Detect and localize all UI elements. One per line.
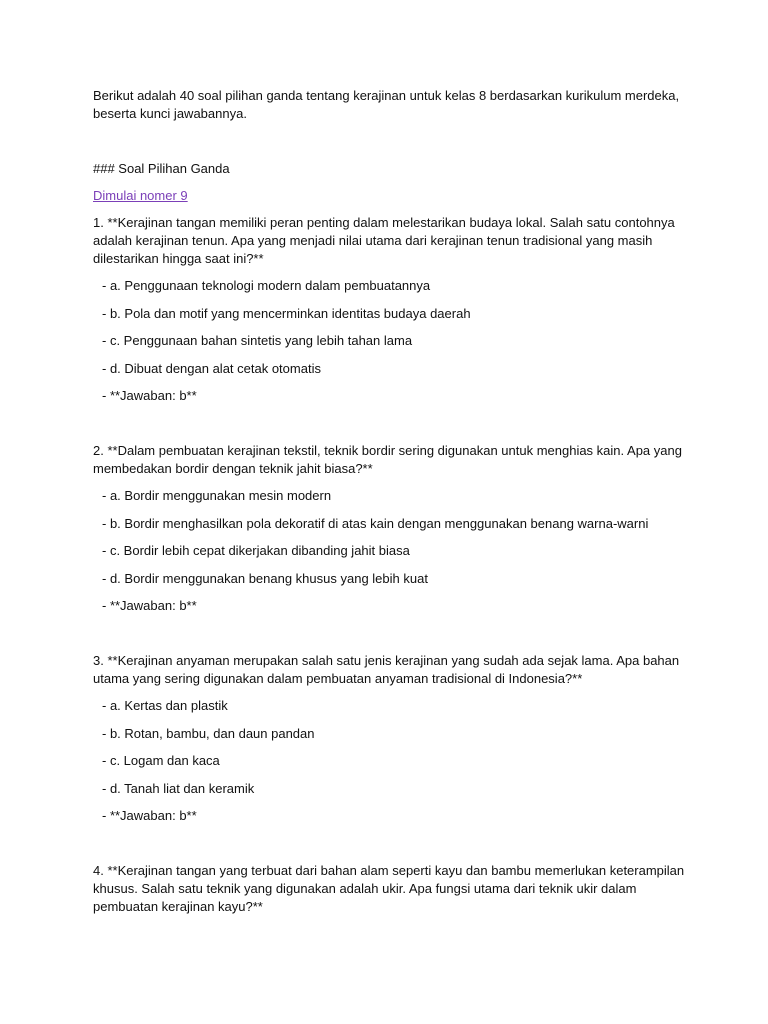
option-d: - d. Dibuat dengan alat cetak otomatis	[102, 360, 321, 376]
question-block	[93, 652, 693, 825]
section-heading: ### Soal Pilihan Ganda	[93, 161, 230, 176]
option-b: - b. Pola dan motif yang mencerminkan identitas budaya daerah	[102, 305, 471, 321]
question-text: 2. **Dalam pembuatan kerajinan tekstil, teknik bordir sering digunakan untuk menghias kain. Apa yang membedakan bordir dengan teknik jahit biasa?**	[93, 443, 682, 476]
question-block	[93, 214, 693, 405]
question-text: 3. **Kerajinan anyaman merupakan salah satu jenis kerajinan yang sudah ada sejak lama. Apa bahan utama yang sering digunakan dalam pembuatan anyaman tradisional di Indonesia?**	[93, 653, 680, 686]
answer-key: - **Jawaban: b**	[102, 808, 197, 823]
option-a: - a. Kertas dan plastik	[102, 698, 228, 713]
option-c: - c. Bordir lebih cepat dikerjakan dibanding jahit biasa	[102, 543, 410, 558]
option-d: - d. Tanah liat dan keramik	[102, 780, 255, 796]
option-b: - b. Rotan, bambu, dan daun pandan	[102, 725, 315, 741]
document-page	[93, 87, 693, 916]
question-block	[93, 442, 693, 615]
answer-key: - **Jawaban: b**	[102, 598, 197, 613]
intro-paragraph: Berikut adalah 40 soal pilihan ganda tentang kerajinan untuk kelas 8 berdasarkan kurikulum merdeka, beserta kunci jawabannya.	[93, 88, 680, 121]
option-b: - b. Bordir menghasilkan pola dekoratif di atas kain dengan menggunakan benang warna-warni	[102, 515, 649, 531]
option-a: - a. Bordir menggunakan mesin modern	[102, 488, 332, 503]
option-c: - c. Penggunaan bahan sintetis yang lebih tahan lama	[102, 333, 413, 348]
option-a: - a. Penggunaan teknologi modern dalam pembuatannya	[102, 278, 431, 293]
question-block	[93, 862, 693, 916]
start-link[interactable]: Dimulai nomer 9	[93, 188, 188, 203]
option-d: - d. Bordir menggunakan benang khusus yang lebih kuat	[102, 570, 428, 586]
question-text: 1. **Kerajinan tangan memiliki peran penting dalam melestarikan budaya lokal. Salah satu contohnya adalah kerajinan tenun. Apa yang menjadi nilai utama dari kerajinan tenun tradisional yang masih dilestarikan hingga saat ini?**	[93, 215, 675, 266]
question-text: 4. **Kerajinan tangan yang terbuat dari bahan alam seperti kayu dan bambu memerlukan keterampilan khusus. Salah satu teknik yang digunakan adalah ukir. Apa fungsi utama dari teknik ukir dalam pembuatan kerajinan kayu?**	[93, 863, 685, 914]
option-c: - c. Logam dan kaca	[102, 753, 220, 768]
answer-key: - **Jawaban: b**	[102, 388, 197, 403]
